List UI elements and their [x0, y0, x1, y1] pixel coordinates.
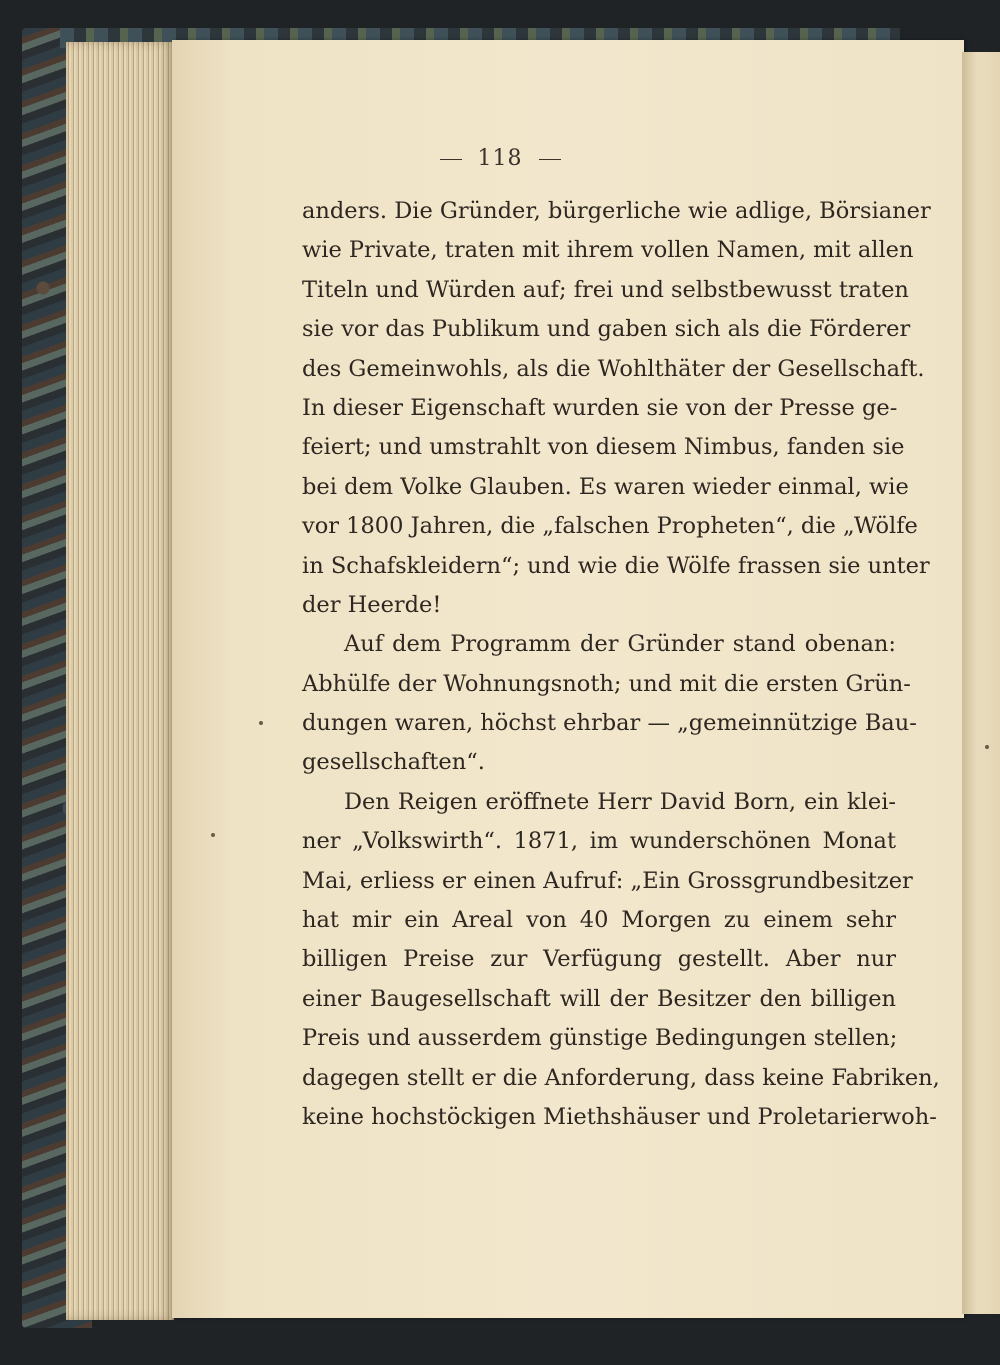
text-line: dagegen stellt er die Anforderung, dass keine Fabriken, — [302, 1064, 940, 1091]
text-line: bei dem Volke Glauben. Es waren wieder einmal, wie — [302, 473, 909, 500]
text-line: anders. Die Gründer, bürgerliche wie adlige, Börsianer — [302, 198, 931, 224]
text-line: feiert; und umstrahlt von diesem Nimbus, fanden sie — [302, 434, 905, 461]
text-line: hat mir ein Areal von 40 Morgen zu einem sehr — [302, 907, 896, 934]
text-line: sie vor das Publikum und gaben sich als die Förderer — [302, 316, 911, 343]
page-number-text: 118 — [477, 146, 523, 171]
body-text — [302, 192, 940, 1137]
dash-left — [440, 159, 462, 160]
text-line: wie Private, traten mit ihrem vollen Namen, mit allen — [302, 237, 914, 264]
text-line: dungen waren, höchst ehrbar — „gemeinnützige Bau- — [302, 710, 917, 737]
text-line: des Gemeinwohls, als die Wohlthäter der Gesellschaft. — [302, 355, 925, 382]
text-line: Auf dem Programm der Gründer stand obenan: — [344, 631, 896, 658]
text-line: Den Reigen eröffnete Herr David Born, ein klei- — [344, 788, 896, 815]
text-line: einer Baugesellschaft will der Besitzer den billigen — [302, 985, 896, 1012]
text-line: vor 1800 Jahren, die „falschen Propheten“, die „Wölfe — [302, 513, 918, 540]
facing-page-edge — [962, 52, 1000, 1314]
page-edges — [66, 42, 174, 1320]
text-line: gesellschaften“. — [302, 749, 485, 776]
text-line: Mai, erliess er einen Aufruf: „Ein Grossgrundbesitzer — [302, 867, 913, 894]
text-line: Titeln und Würden auf; frei und selbstbewusst traten — [302, 276, 909, 303]
paper-speck — [985, 745, 989, 749]
text-line: in Schafskleidern“; und wie die Wölfe frassen sie unter — [302, 552, 930, 579]
paper-speck — [259, 721, 263, 725]
text-line: billigen Preise zur Verfügung gestellt. Aber nur — [302, 946, 896, 973]
text-line: der Heerde! — [302, 591, 442, 618]
text-line: ner „Volkswirth“. 1871, im wunderschönen Monat — [302, 828, 896, 855]
dash-right — [539, 159, 561, 160]
paper-speck — [211, 833, 215, 837]
text-line: keine hochstöckigen Miethshäuser und Proletarierwoh- — [302, 1103, 937, 1130]
text-line: In dieser Eigenschaft wurden sie von der Presse ge- — [302, 394, 898, 421]
page-number — [0, 146, 1000, 171]
text-line: Abhülfe der Wohnungsnoth; und mit die ersten Grün- — [302, 670, 911, 697]
text-line: Preis und ausserdem günstige Bedingungen stellen; — [302, 1025, 898, 1052]
